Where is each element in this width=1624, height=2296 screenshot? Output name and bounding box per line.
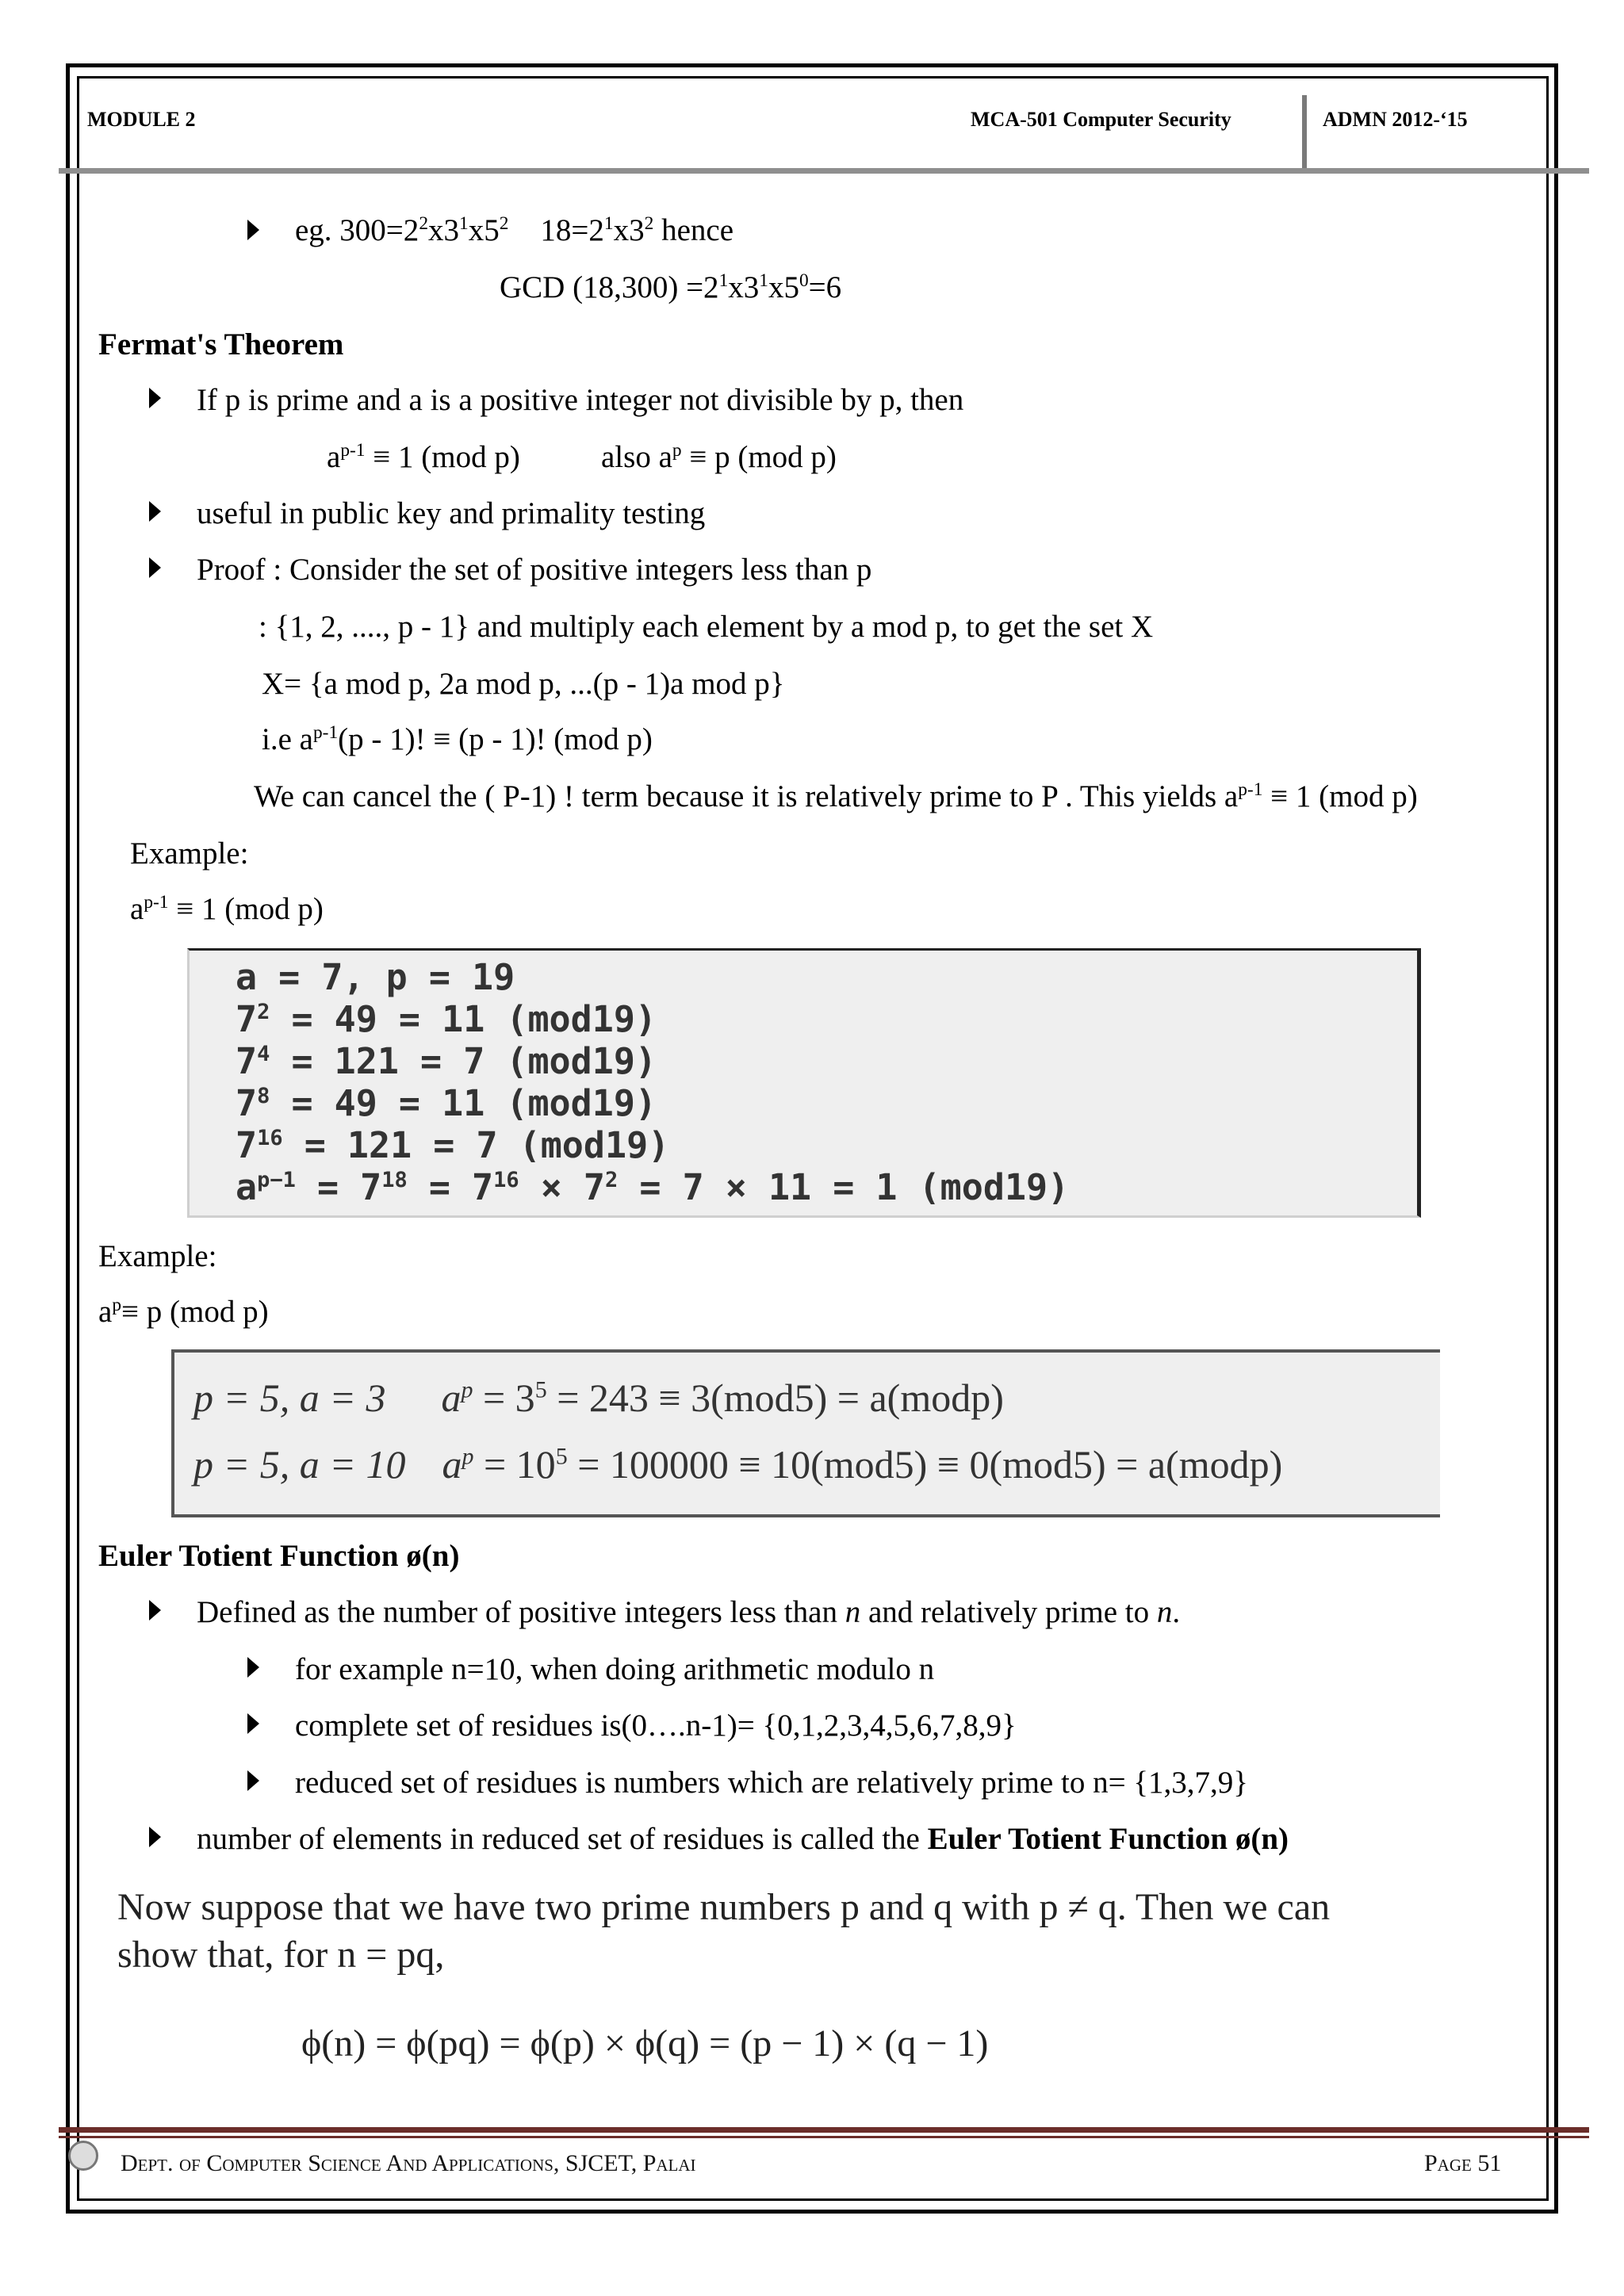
header-rule [59,168,1589,174]
euler-sub-1: for example n=10, when doing arithmetic modulo n [295,1652,935,1686]
footer-page-number: Page 51 [1424,2150,1502,2176]
bullet-arrow-icon [247,1770,259,1791]
euler-title: Euler Totient Function ø(n) [98,1539,460,1573]
euler-product-passage-image [117,1885,1513,2091]
proof-line-1: : {1, 2, ...., p - 1} and multiply each element by a mod p, to get the set X [259,610,1154,644]
formula-line: $7^{16} = 121 = 7$ (mod19) [236,1124,670,1166]
bullet-arrow-icon [149,388,161,408]
footer-rule-thin [59,2136,1589,2138]
example-2-formula: $a^p\equiv p$ (mod p) [98,1295,269,1329]
formula-line: $7^2 = 49 = 11$ (mod19) [236,998,657,1040]
footer-department: Dept. of Computer Science And Applications, SJCET, Palai [121,2150,696,2176]
bullet-arrow-icon [149,1600,161,1621]
header-course: MCA-501 Computer Security [971,108,1231,131]
passage-line-1: Now suppose that we have two prime numbers p and q with p ≠ q. Then we can [117,1886,1331,1928]
euler-definition: Defined as the number of positive integers less than n and relatively prime to n. [197,1595,1181,1629]
header-admission: ADMN 2012-‘15 [1323,108,1468,131]
example-2-formula-image [171,1349,1440,1517]
formula-row-1: p = 5, a = 3 $a^p = 3^5 = 243 \equiv 3(mod5)$ = a(modp) [193,1376,1004,1420]
bullet-arrow-icon [149,557,161,578]
example-1-label: Example: [130,836,249,871]
college-logo-icon [68,2141,98,2171]
proof-line-4: We can cancel the ( P-1) ! term because it is relatively prime to P . This yields $a^{p-1} \equiv 1$ (mod p) [254,779,1418,813]
bullet-arrow-icon [247,1713,259,1734]
bullet-arrow-icon [149,1827,161,1847]
passage-formula: ϕ(n) = ϕ(pq) = ϕ(p) × ϕ(q) = (p − 1) × (q − 1) [301,2022,989,2064]
fermat-bullet-3: Proof : Consider the set of positive integers less than p [197,553,872,587]
fermat-bullet-1: If p is prime and a is a positive integer not divisible by p, then [197,383,964,417]
fermat-title: Fermat's Theorem [98,327,344,362]
proof-line-2: X= {a mod p, 2a mod p, ...(p - 1)a mod p} [262,667,785,701]
bullet-arrow-icon [149,501,161,522]
gcd-example-line1: eg. $300=2^2x3^1x5^2$ $18=2^1x3^2$ hence [295,213,734,247]
fermat-formula: $a^{p-1} \equiv 1$ (mod p) [327,440,520,474]
header-module: MODULE 2 [87,108,196,131]
euler-sub-3: reduced set of residues is numbers which are relatively prime to n= {1,3,7,9} [295,1766,1249,1800]
proof-line-3: i.e $a^{p-1}(p - 1)$! ≡ (p - 1)! (mod p) [262,722,653,756]
bullet-arrow-icon [247,1657,259,1678]
fermat-bullet-2: useful in public key and primality testing [197,496,706,530]
example-2-label: Example: [98,1239,217,1273]
euler-last-bullet: number of elements in reduced set of residues is called the Euler Totient Function ø(n) [197,1822,1289,1856]
example-1-formula-image [187,948,1421,1218]
formula-line: $7^8 = 49 = 11$ (mod19) [236,1082,657,1124]
formula-line: a = 7, p = 19 [236,956,515,998]
fermat-formula-also: also $a^p \equiv p$ (mod p) [601,440,837,474]
formula-line: $7^4 = 121 = 7$ (mod19) [236,1040,657,1082]
formula-row-2: p = 5, a = 10 $a^p = 10^5 = 100000 \equiv 10(mod5) \equiv 0(mod5)$ = a(modp) [193,1442,1283,1487]
example-1-formula: $a^{p-1} \equiv 1$ (mod p) [130,892,324,926]
bullet-arrow-icon [247,220,259,240]
passage-line-2: show that, for n = pq, [117,1934,445,1976]
euler-sub-2: complete set of residues is(0….n-1)= {0,1,2,3,4,5,6,7,8,9} [295,1709,1017,1743]
header-divider [1302,95,1307,168]
gcd-example-line2: GCD $(18,300) =2^1x3^1x5^0=6$ [500,270,842,304]
footer-rule [59,2127,1589,2133]
formula-line: $a^{p-1} = 7^{18} = 7^{16} \times 7^2 = 7 \times 11 = 1$ (mod19) [236,1166,1070,1208]
